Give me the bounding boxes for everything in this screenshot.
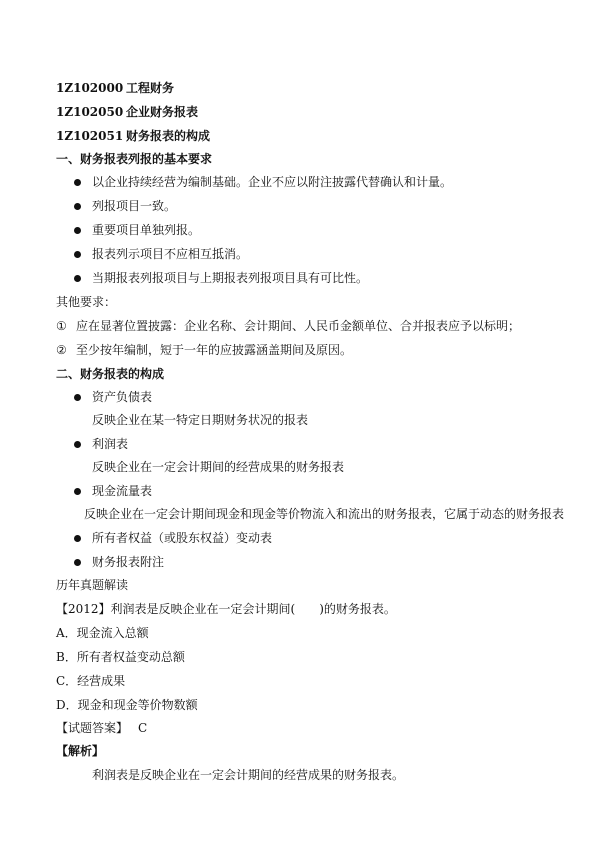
numbered-text: 应在显著位置披露：企业名称、会计期间、人民币金额单位、合并报表应予以标明； — [76, 319, 521, 333]
bullet-icon — [74, 203, 81, 210]
other-requirements-label: 其他要求： — [56, 295, 117, 309]
exam-question: 【2012】利润表是反映企业在一定会计期间( )的财务报表。 — [56, 602, 396, 616]
bullet-icon — [74, 251, 81, 258]
exam-label: 历年真题解读 — [56, 578, 129, 592]
section1-bullet: 以企业持续经营为编制基础。企业不应以附注披露代替确认和计量。 — [92, 175, 453, 189]
answer-label: 【试题答案】 — [56, 721, 129, 735]
analysis-label: 【解析】 — [56, 744, 105, 758]
heading-title: 企业财务报表 — [126, 105, 199, 119]
exam-option-d: D．现金和现金等价物数额 — [56, 698, 198, 712]
bullet-icon — [74, 227, 81, 234]
exam-option-c: C．经营成果 — [56, 674, 126, 688]
section2-title: 二、财务报表的构成 — [56, 367, 165, 381]
heading-code: 1Z102051 — [56, 129, 124, 143]
numbered-text: 至少按年编制，短于一年的应披露涵盖期间及原因。 — [76, 343, 353, 357]
numbered-item — [56, 318, 520, 334]
numbered-marker: ① — [56, 319, 67, 333]
numbered-item — [56, 342, 352, 358]
heading-title: 财务报表的构成 — [126, 129, 211, 143]
statement-name: 财务报表附注 — [92, 555, 165, 569]
bullet-icon — [74, 179, 81, 186]
section1-bullet: 报表列示项目不应相互抵消。 — [92, 247, 249, 261]
bullet-icon — [74, 394, 81, 401]
heading-code: 1Z102000 — [56, 81, 124, 95]
numbered-marker: ② — [56, 343, 67, 357]
heading-code: 1Z102050 — [56, 105, 124, 119]
heading-title: 工程财务 — [126, 81, 175, 95]
statement-name: 现金流量表 — [92, 484, 153, 498]
answer-value: C — [138, 721, 148, 735]
section1-bullet: 列报项目一致。 — [92, 199, 177, 213]
statement-name: 利润表 — [92, 437, 129, 451]
bullet-icon — [74, 441, 81, 448]
section1-bullet: 当期报表列报项目与上期报表列报项目具有可比性。 — [92, 271, 369, 285]
statement-desc: 反映企业在一定会计期间现金和现金等价物流入和流出的财务报表，它属于动态的财务报表 — [84, 507, 565, 521]
statement-desc: 反映企业在某一特定日期财务状况的报表 — [92, 413, 309, 427]
exam-option-b: B．所有者权益变动总额 — [56, 650, 185, 664]
exam-answer — [56, 720, 147, 736]
exam-option-a: A．现金流入总额 — [56, 626, 149, 640]
statement-desc: 反映企业在一定会计期间的经营成果的财务报表 — [92, 460, 345, 474]
analysis-text: 利润表是反映企业在一定会计期间的经营成果的财务报表。 — [92, 768, 405, 782]
bullet-icon — [74, 275, 81, 282]
heading-2 — [56, 104, 198, 120]
statement-name: 所有者权益（或股东权益）变动表 — [92, 531, 273, 545]
bullet-icon — [74, 535, 81, 542]
statement-name: 资产负债表 — [92, 390, 153, 404]
heading-1 — [56, 80, 174, 96]
section1-title: 一、财务报表列报的基本要求 — [56, 152, 213, 166]
bullet-icon — [74, 488, 81, 495]
bullet-icon — [74, 559, 81, 566]
heading-3 — [56, 128, 210, 144]
section1-bullet: 重要项目单独列报。 — [92, 223, 201, 237]
